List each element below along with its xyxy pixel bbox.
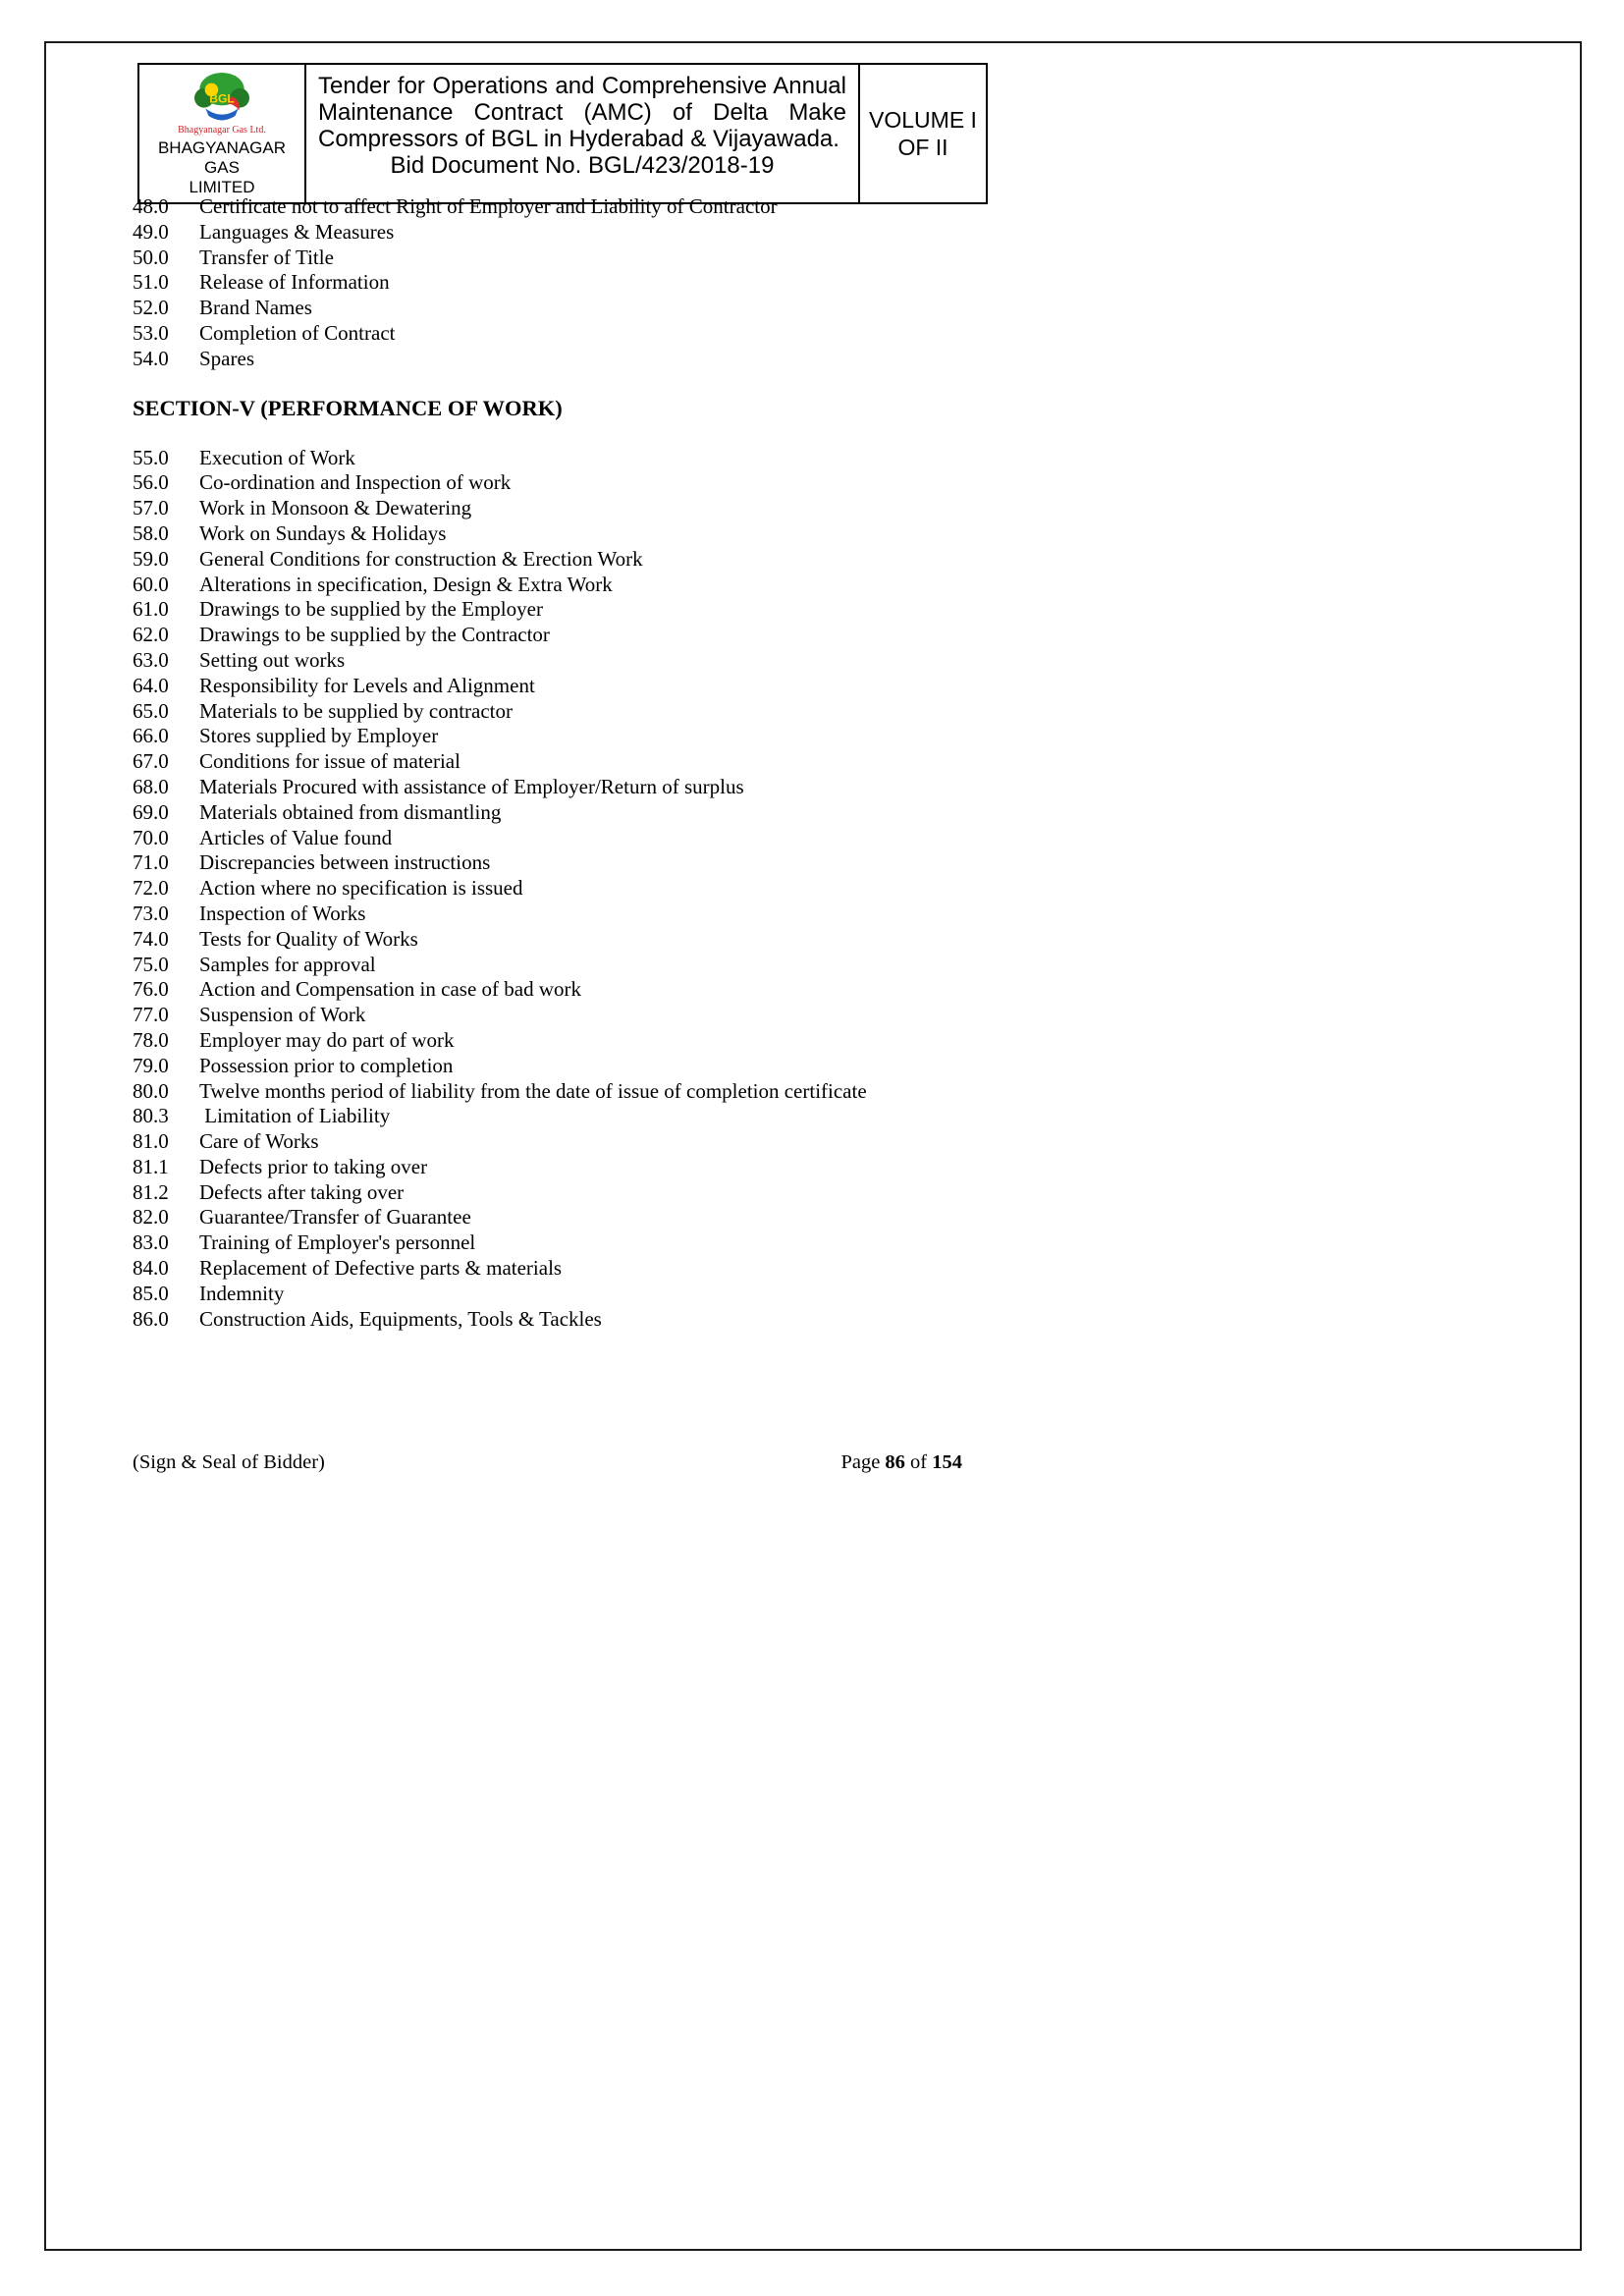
page-number: 86 (885, 1451, 905, 1473)
toc-content (133, 194, 1001, 1332)
toc-item-number: 62.0 (133, 623, 169, 647)
toc-row (133, 1307, 1001, 1333)
toc-item-label: Defects prior to taking over (199, 1154, 428, 1178)
toc-item-label: Action and Compensation in case of bad work (199, 977, 581, 1002)
toc-item-number: 84.0 (133, 1256, 169, 1281)
toc-row (133, 826, 1001, 851)
toc-item-label: Inspection of Works (199, 901, 366, 925)
toc-row (133, 648, 1001, 674)
toc-row (133, 1282, 1001, 1307)
toc-item-label: Release of Information (199, 270, 390, 295)
toc-item-label: Tests for Quality of Works (199, 926, 418, 951)
toc-item-label: Drawings to be supplied by the Employer (199, 597, 543, 622)
toc-item-label: Materials Procured with assistance of Employer/Return of surplus (199, 774, 744, 798)
toc-row (133, 724, 1001, 749)
toc-row (133, 850, 1001, 876)
toc-row (133, 1205, 1001, 1230)
section-heading: SECTION-V (PERFORMANCE OF WORK) (133, 395, 563, 420)
toc-item-number: 83.0 (133, 1230, 169, 1255)
toc-item-number: 67.0 (133, 749, 169, 774)
company-name (143, 138, 300, 197)
toc-item-label: Work on Sundays & Holidays (199, 520, 447, 545)
toc-row (133, 800, 1001, 826)
toc-item-label: Alterations in specification, Design & Extra Work (199, 572, 613, 596)
toc-item-label: Possession prior to completion (199, 1053, 454, 1077)
toc-list-performance-of-work (133, 446, 1001, 1333)
toc-item-number: 72.0 (133, 876, 169, 901)
toc-row (133, 547, 1001, 573)
toc-item-number: 80.0 (133, 1078, 169, 1103)
toc-item-label: Indemnity (199, 1281, 285, 1305)
toc-item-number: 78.0 (133, 1027, 169, 1052)
toc-item-label: Languages & Measures (199, 219, 395, 244)
page-info (840, 1450, 962, 1475)
toc-item-number: 48.0 (133, 194, 169, 218)
toc-item-number: 52.0 (133, 296, 169, 320)
toc-row (133, 1129, 1001, 1155)
toc-item-number: 75.0 (133, 952, 169, 976)
toc-item-label: Brand Names (199, 296, 312, 320)
volume-line-1: VOLUME I (869, 107, 977, 133)
toc-item-label: Limitation of Liability (199, 1104, 391, 1128)
toc-item-number: 86.0 (133, 1306, 169, 1331)
toc-item-number: 58.0 (133, 520, 169, 545)
toc-row (133, 194, 1001, 220)
toc-item-number: 53.0 (133, 320, 169, 345)
toc-item-number: 66.0 (133, 724, 169, 748)
tender-title (306, 65, 858, 202)
toc-item-label: Construction Aids, Equipments, Tools & Tackles (199, 1306, 602, 1331)
toc-item-number: 49.0 (133, 219, 169, 244)
toc-item-number: 63.0 (133, 647, 169, 672)
toc-row (133, 674, 1001, 699)
volume-line-2: OF II (897, 135, 948, 160)
toc-item-number: 56.0 (133, 470, 169, 495)
toc-row (133, 902, 1001, 927)
toc-row (133, 470, 1001, 496)
bgl-logo-icon (184, 70, 260, 125)
toc-item-label: Care of Works (199, 1129, 319, 1154)
toc-item-label: Responsibility for Levels and Alignment (199, 673, 535, 697)
toc-item-number: 74.0 (133, 926, 169, 951)
company-name-line-1: BHAGYANAGAR GAS (157, 138, 287, 177)
toc-item-label: Setting out works (199, 647, 346, 672)
toc-row (133, 597, 1001, 623)
toc-item-label: Certificate not to affect Right of Employer and Liability of Contractor (199, 194, 778, 218)
title-line-1: Tender for Operations and Comprehensive Annual (318, 73, 846, 99)
toc-item-number: 82.0 (133, 1205, 169, 1230)
toc-item-label: Guarantee/Transfer of Guarantee (199, 1205, 471, 1230)
toc-item-number: 70.0 (133, 825, 169, 849)
toc-row (133, 246, 1001, 271)
toc-item-number: 81.0 (133, 1129, 169, 1154)
toc-item-label: Co-ordination and Inspection of work (199, 470, 512, 495)
toc-item-number: 81.1 (133, 1154, 169, 1178)
toc-item-number: 68.0 (133, 774, 169, 798)
page-word: Page (840, 1451, 881, 1473)
toc-row (133, 347, 1001, 372)
toc-list-top (133, 194, 1001, 372)
toc-row (133, 1003, 1001, 1028)
header-table (137, 63, 988, 204)
logo-monogram: BGL (209, 91, 235, 106)
toc-row (133, 1054, 1001, 1079)
toc-item-label: Transfer of Title (199, 245, 334, 269)
toc-item-number: 59.0 (133, 546, 169, 571)
toc-item-number: 79.0 (133, 1053, 169, 1077)
toc-item-number: 69.0 (133, 799, 169, 824)
toc-item-number: 57.0 (133, 496, 169, 520)
toc-item-label: Twelve months period of liability from the date of issue of completion certificate (199, 1078, 867, 1103)
toc-item-number: 80.3 (133, 1104, 169, 1128)
toc-item-label: Stores supplied by Employer (199, 724, 439, 748)
toc-row (133, 953, 1001, 978)
toc-item-number: 81.2 (133, 1179, 169, 1204)
toc-item-label: General Conditions for construction & Erection Work (199, 546, 643, 571)
page-footer (133, 1450, 962, 1475)
toc-item-number: 64.0 (133, 673, 169, 697)
toc-row (133, 573, 1001, 598)
toc-row (133, 296, 1001, 321)
toc-item-label: Execution of Work (199, 445, 355, 469)
company-name-line-2: LIMITED (189, 178, 255, 196)
toc-item-label: Training of Employer's personnel (199, 1230, 476, 1255)
toc-row (133, 977, 1001, 1003)
toc-row (133, 1155, 1001, 1180)
toc-row (133, 1104, 1001, 1129)
toc-row (133, 1180, 1001, 1206)
toc-row (133, 270, 1001, 296)
toc-item-label: Spares (199, 346, 254, 370)
toc-item-number: 55.0 (133, 445, 169, 469)
toc-item-number: 51.0 (133, 270, 169, 295)
volume-label (858, 65, 986, 202)
toc-item-number: 54.0 (133, 346, 169, 370)
toc-item-label: Materials obtained from dismantling (199, 799, 502, 824)
toc-item-number: 76.0 (133, 977, 169, 1002)
toc-row (133, 521, 1001, 547)
toc-row (133, 699, 1001, 725)
toc-item-label: Discrepancies between instructions (199, 850, 491, 875)
toc-item-label: Materials to be supplied by contractor (199, 698, 513, 723)
toc-item-label: Articles of Value found (199, 825, 393, 849)
toc-row (133, 1079, 1001, 1105)
total-pages: 154 (932, 1451, 962, 1473)
toc-item-label: Replacement of Defective parts & materials (199, 1256, 563, 1281)
toc-item-label: Suspension of Work (199, 1003, 366, 1027)
logo-tagline: Bhagyanagar Gas Ltd. (178, 125, 266, 136)
toc-row (133, 1230, 1001, 1256)
toc-item-number: 50.0 (133, 245, 169, 269)
toc-item-label: Employer may do part of work (199, 1027, 455, 1052)
toc-item-label: Completion of Contract (199, 320, 396, 345)
title-line-3: Compressors of BGL in Hyderabad & Vijayawada. (318, 126, 839, 152)
toc-item-label: Work in Monsoon & Dewatering (199, 496, 472, 520)
toc-row (133, 220, 1001, 246)
toc-item-number: 61.0 (133, 597, 169, 622)
toc-row (133, 927, 1001, 953)
toc-item-number: 71.0 (133, 850, 169, 875)
toc-item-label: Drawings to be supplied by the Contractor (199, 623, 550, 647)
toc-item-number: 85.0 (133, 1281, 169, 1305)
toc-item-number: 60.0 (133, 572, 169, 596)
toc-row (133, 775, 1001, 800)
toc-row (133, 1256, 1001, 1282)
toc-item-label: Action where no specification is issued (199, 876, 523, 901)
toc-item-label: Samples for approval (199, 952, 376, 976)
title-line-2: Maintenance Contract (AMC) of Delta Make (318, 99, 846, 126)
of-word: of (910, 1451, 928, 1473)
toc-item-label: Defects after taking over (199, 1179, 405, 1204)
toc-row (133, 496, 1001, 521)
toc-row (133, 876, 1001, 902)
toc-row (133, 321, 1001, 347)
toc-row (133, 623, 1001, 648)
toc-row (133, 749, 1001, 775)
sign-seal-note: (Sign & Seal of Bidder) (133, 1451, 325, 1473)
bid-document-number: Bid Document No. BGL/423/2018-19 (390, 152, 775, 179)
toc-item-number: 65.0 (133, 698, 169, 723)
logo-cell (139, 65, 306, 202)
toc-item-label: Conditions for issue of material (199, 749, 460, 774)
toc-item-number: 73.0 (133, 901, 169, 925)
toc-row (133, 446, 1001, 471)
toc-row (133, 1028, 1001, 1054)
toc-item-number: 77.0 (133, 1003, 169, 1027)
